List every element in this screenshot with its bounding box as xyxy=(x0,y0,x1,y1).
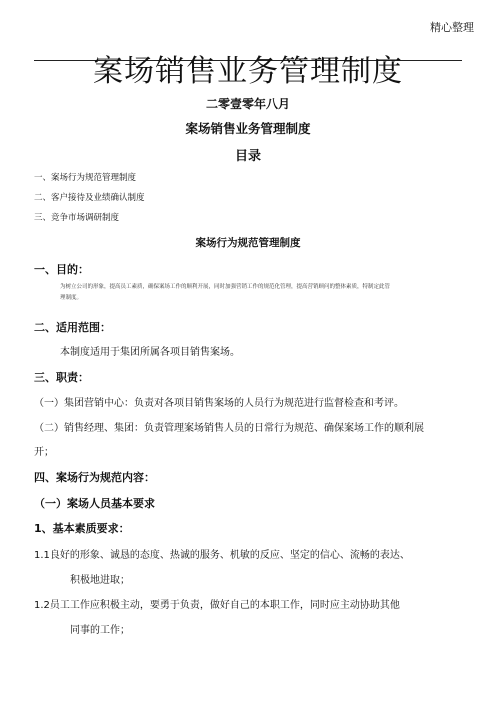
heading-purpose: 一、目的： xyxy=(34,263,89,276)
document-title: 案场销售业务管理制度 xyxy=(93,54,403,89)
heading-duties: 三、职责： xyxy=(34,371,89,384)
duty-line: （二）销售经理、集团：负责管理案场销售人员的日常行为规范、确保案场工作的顺利展 xyxy=(34,423,424,434)
toc-item: 二、客户接待及业绩确认制度 xyxy=(34,193,145,203)
toc-item: 一、案场行为规范管理制度 xyxy=(34,173,137,183)
subheading: 1、基本素质要求： xyxy=(34,522,130,535)
heading-contents: 四、案场行为规范内容： xyxy=(34,471,155,484)
document-date: 二零壹零年八月 xyxy=(205,97,290,111)
header-note: 精心整理 xyxy=(430,21,474,34)
toc-title: 目录 xyxy=(234,149,261,164)
subheading: （一）案场人员基本要求 xyxy=(34,497,155,510)
duty-line: 开； xyxy=(34,447,54,458)
item-line: 1.1良好的形象、诚恳的态度、热诚的服务、机敏的反应、坚定的信心、流畅的表达、 xyxy=(34,550,410,561)
toc-item: 三、竞争市场调研制度 xyxy=(34,213,120,223)
heading-scope: 二、适用范围： xyxy=(34,321,111,334)
duty-line: （一）集团营销中心：负责对各项目销售案场的人员行为规范进行监督检查和考评。 xyxy=(34,398,404,409)
item-line: 同事的工作； xyxy=(70,625,130,636)
document-subtitle: 案场销售业务管理制度 xyxy=(185,121,311,136)
item-line: 积极地进取； xyxy=(70,575,130,586)
scope-text: 本制度适用于集团所属各项目销售案场。 xyxy=(60,347,240,358)
purpose-line: 为树立公司的形象，提高员工素质，确保案场工作的顺利开展，同时加强营销工作的规范化管理，提高营销顾问的整体素质，特制定此管 xyxy=(60,284,391,290)
item-line: 1.2员工工作应积极主动，要勇于负责，做好自己的本职工作，同时应主动协助其他 xyxy=(34,600,400,611)
purpose-line: 理制度。 xyxy=(60,295,83,301)
section-title: 案场行为规范管理制度 xyxy=(195,237,301,249)
